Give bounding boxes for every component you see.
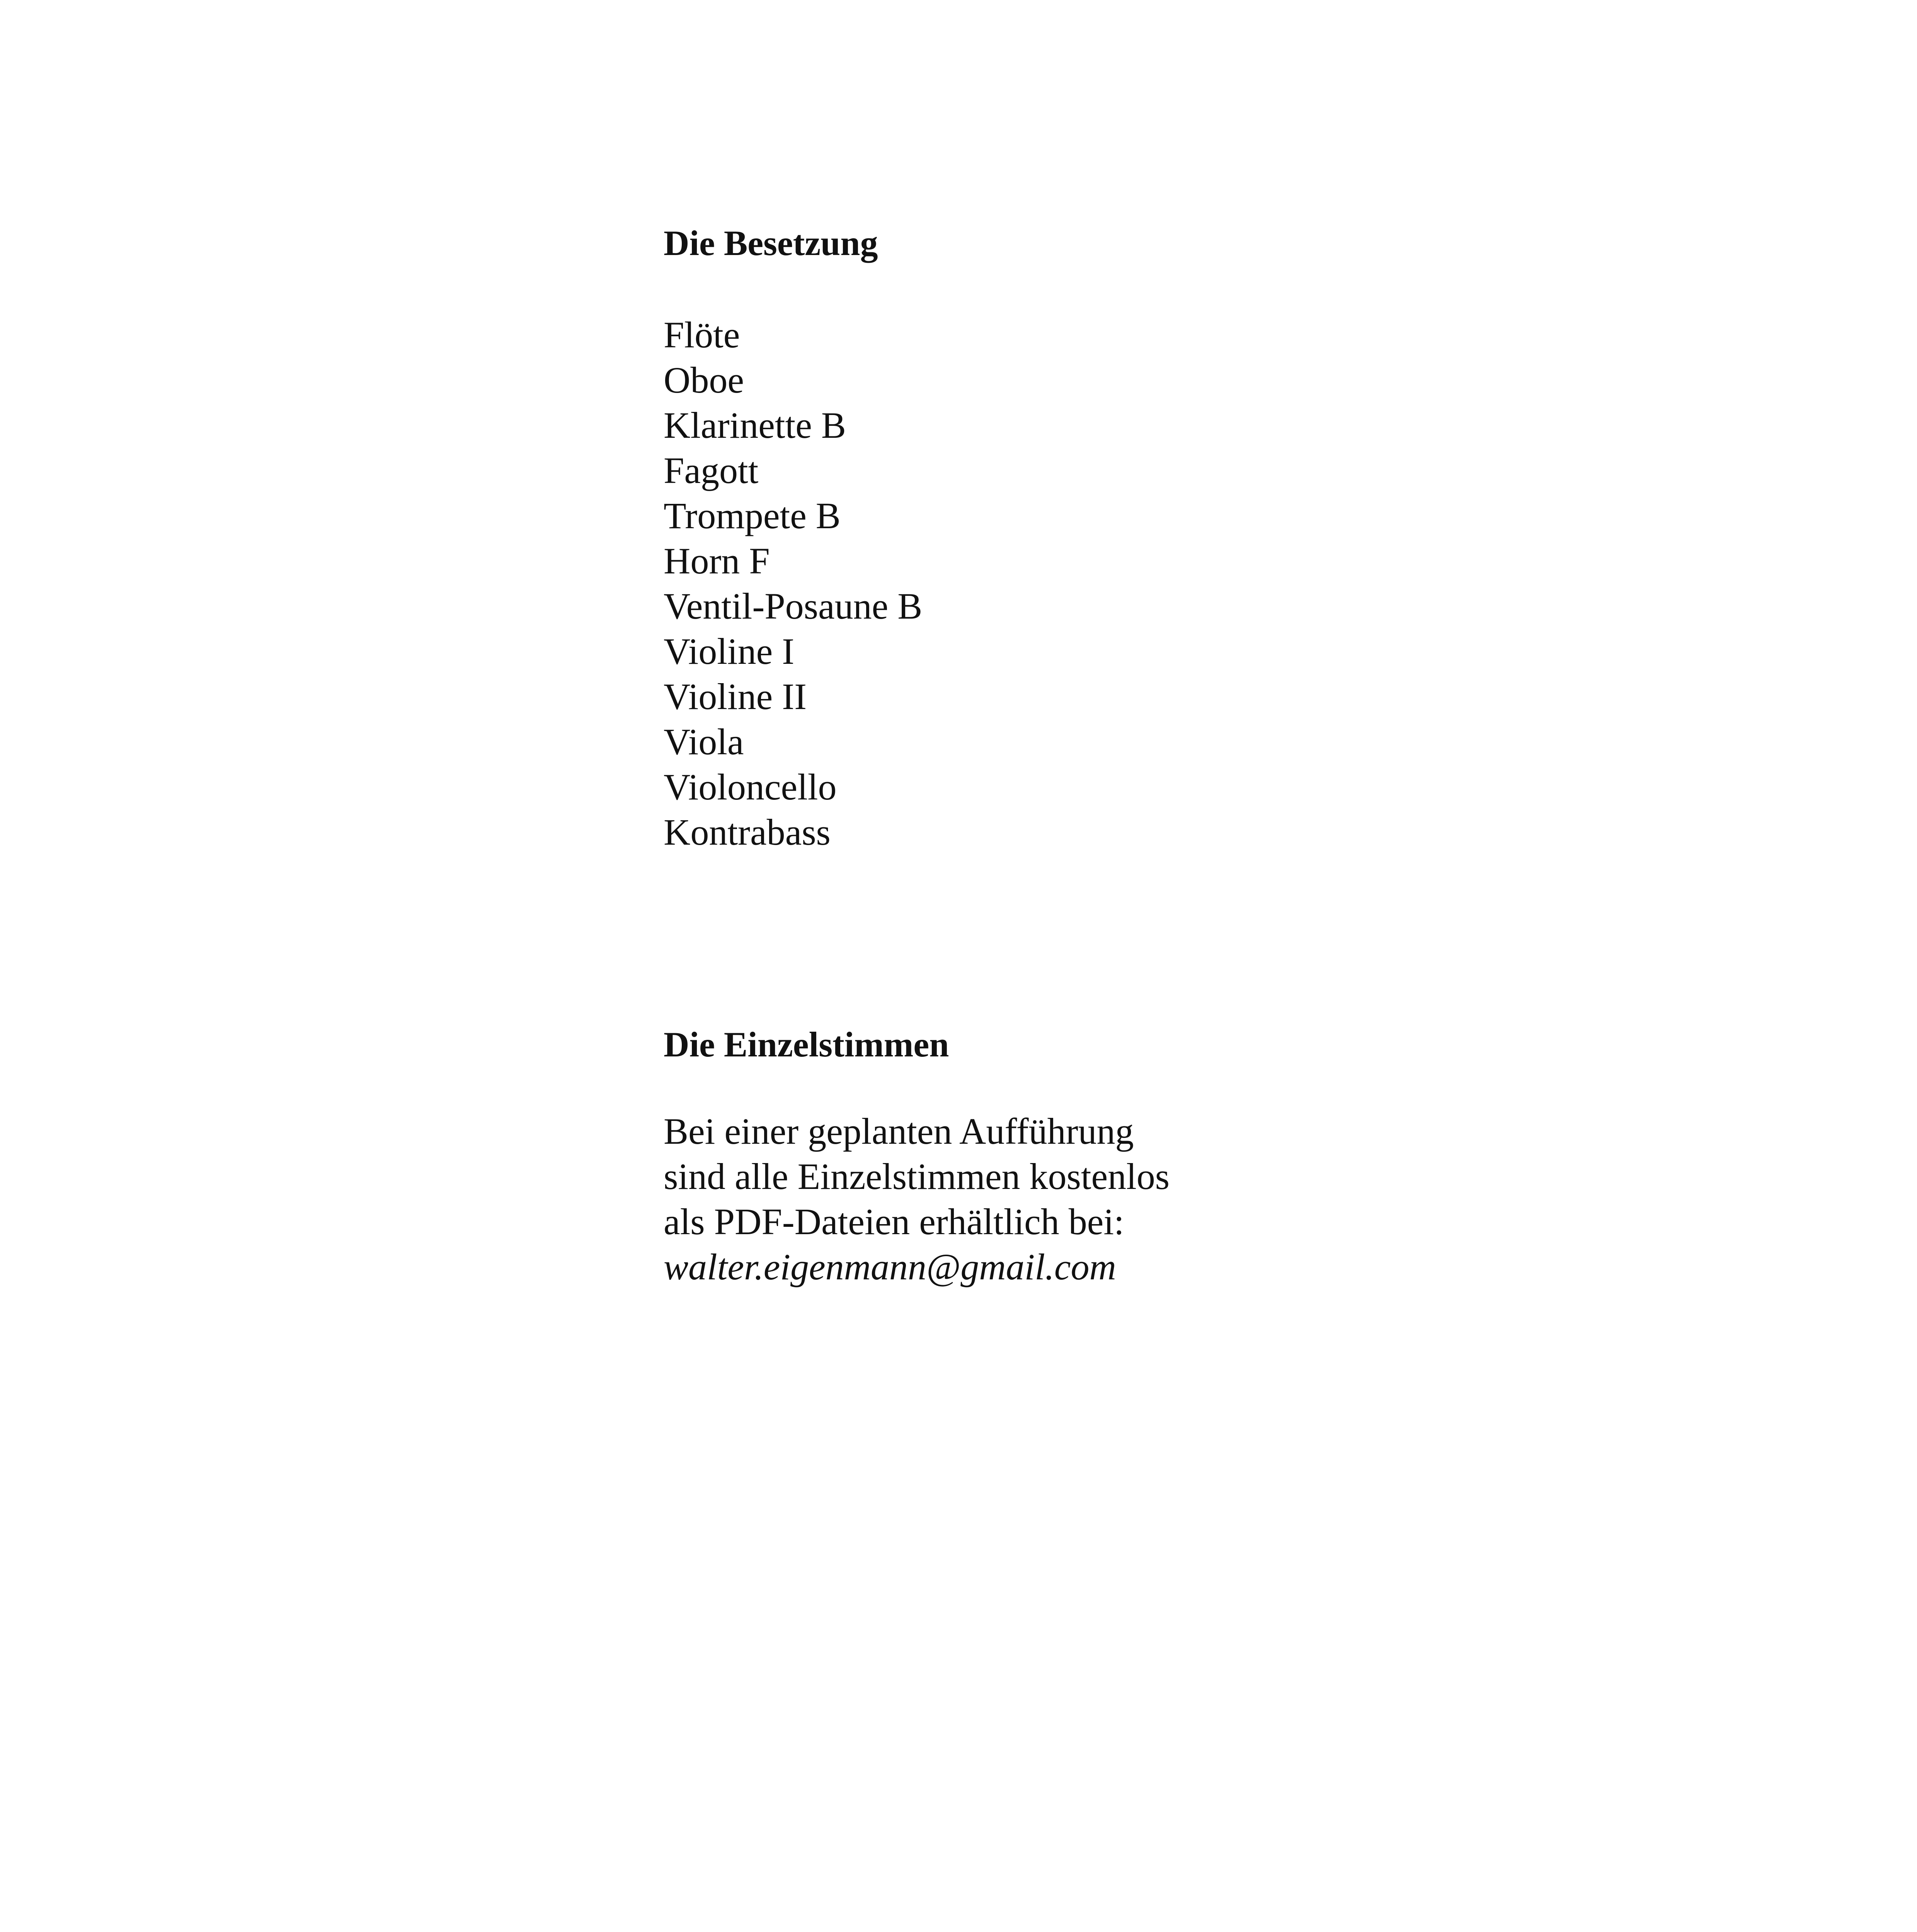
instrument-item-viola: Viola: [664, 721, 744, 762]
instrument-item-klarinette: Klarinette B: [664, 405, 846, 446]
besetzung-section-heading: [664, 225, 878, 261]
instrument-item-ventil-posaune: Ventil-Posaune B: [664, 585, 923, 627]
einzelstimmen-line-3: als PDF-Dateien erhältlich bei:: [664, 1201, 1124, 1242]
einzelstimmen-paragraph: [664, 1109, 1170, 1289]
instrument-item-violine-1: Violine I: [664, 631, 795, 672]
instrument-item-fagott: Fagott: [664, 450, 759, 491]
einzelstimmen-section-heading: [664, 1027, 949, 1062]
instrument-item-kontrabass: Kontrabass: [664, 811, 831, 853]
einzelstimmen-line-2: sind alle Einzelstimmen kostenlos: [664, 1156, 1170, 1197]
instrument-item-horn: Horn F: [664, 540, 770, 582]
instrument-item-trompete: Trompete B: [664, 495, 841, 536]
instrument-item-violoncello: Violoncello: [664, 766, 837, 808]
instrument-item-floete: Flöte: [664, 314, 740, 355]
einzelstimmen-heading-text: Die Einzelstimmen: [664, 1025, 949, 1064]
instrument-item-oboe: Oboe: [664, 359, 744, 401]
instrument-list: [664, 312, 922, 855]
einzelstimmen-line-1: Bei einer geplanten Aufführung: [664, 1111, 1134, 1152]
besetzung-heading-text: Die Besetzung: [664, 223, 878, 263]
contact-email: walter.eigenmann@gmail.com: [664, 1246, 1116, 1287]
instrument-item-violine-2: Violine II: [664, 676, 807, 717]
